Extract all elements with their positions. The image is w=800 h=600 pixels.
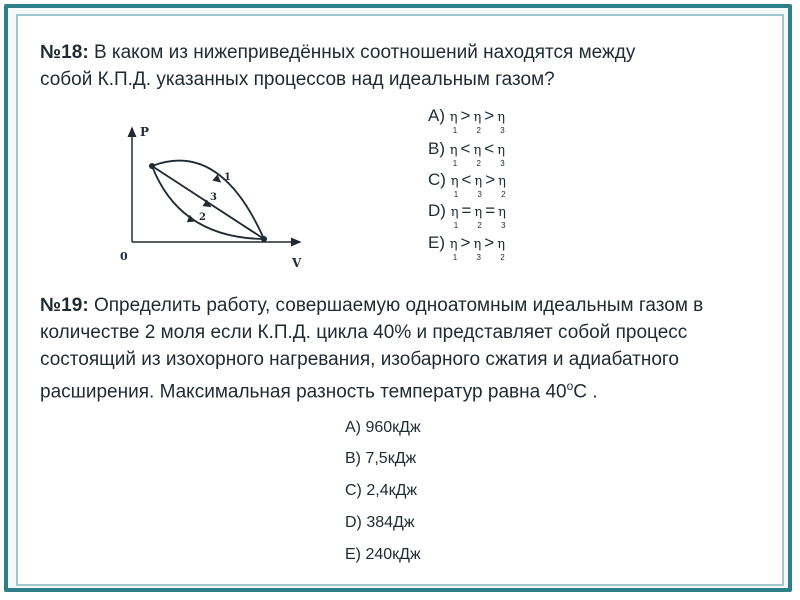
answer-letter: A) bbox=[345, 419, 361, 436]
q19-answer-e[interactable] bbox=[345, 545, 421, 565]
curve-label-1: 1 bbox=[224, 172, 231, 183]
operator: > bbox=[460, 233, 471, 252]
answer-value: 240кДж bbox=[365, 546, 421, 563]
question-18-text bbox=[40, 39, 680, 93]
eta-symbol: η 2 bbox=[474, 205, 483, 230]
operator: > bbox=[460, 106, 471, 125]
eta-symbol: η 3 bbox=[473, 237, 482, 262]
question-18-body: В каком из нижеприведённых соотношений находятся между собой К.П.Д. указанных процессов над идеальным газом? bbox=[40, 42, 636, 90]
answer-value: 7,5кДж bbox=[365, 450, 417, 467]
answer-letter: E) bbox=[345, 546, 361, 563]
eta-symbol: η 2 bbox=[498, 174, 506, 199]
eta-symbol: η 1 bbox=[450, 174, 459, 199]
answer-letter: B) bbox=[345, 450, 361, 467]
answer-letter: D) bbox=[428, 201, 446, 220]
operator: > bbox=[485, 170, 496, 189]
eta-symbol: η 3 bbox=[474, 174, 483, 199]
eta-symbol: η 2 bbox=[497, 237, 505, 262]
q18-answer-e[interactable] bbox=[428, 233, 505, 262]
eta-symbol: η 1 bbox=[450, 205, 459, 230]
curve-label-2: 2 bbox=[199, 212, 206, 223]
eta-symbol: η 3 bbox=[497, 143, 505, 168]
q19-answer-d[interactable] bbox=[345, 513, 415, 533]
q18-answer-a[interactable] bbox=[428, 106, 505, 135]
eta-symbol: η 1 bbox=[449, 237, 458, 262]
operator: = bbox=[461, 201, 472, 220]
curve-label-3: 3 bbox=[210, 192, 217, 203]
eta-symbol: η 3 bbox=[497, 110, 505, 135]
operator: > bbox=[484, 106, 495, 125]
operator: < bbox=[484, 139, 495, 158]
question-19-number: №19: bbox=[40, 295, 89, 316]
q18-answer-d[interactable] bbox=[428, 201, 506, 230]
q18-answer-b[interactable] bbox=[428, 139, 505, 168]
eta-symbol: η 2 bbox=[473, 110, 482, 135]
operator: > bbox=[484, 233, 495, 252]
answer-letter: C) bbox=[428, 170, 446, 189]
degree-mark: о bbox=[566, 379, 574, 393]
pv-diagram bbox=[110, 120, 310, 270]
answer-letter: B) bbox=[428, 139, 445, 158]
eta-symbol: η 2 bbox=[473, 143, 482, 168]
answer-letter: A) bbox=[428, 106, 445, 125]
start-point bbox=[149, 163, 155, 169]
eta-symbol: η 3 bbox=[498, 205, 506, 230]
answer-value: 384Дж bbox=[366, 514, 415, 531]
answer-letter: C) bbox=[345, 482, 362, 499]
question-19-end: С . bbox=[573, 381, 598, 403]
operator: < bbox=[461, 170, 472, 189]
operator: = bbox=[485, 201, 496, 220]
operator: < bbox=[460, 139, 471, 158]
q19-answer-a[interactable] bbox=[345, 418, 421, 438]
q18-answer-c[interactable] bbox=[428, 170, 506, 199]
origin-label: 0 bbox=[120, 250, 128, 263]
question-19-text bbox=[40, 292, 770, 405]
end-point bbox=[261, 236, 267, 242]
p-axis-label: P bbox=[140, 125, 150, 139]
q19-answer-b[interactable] bbox=[345, 449, 416, 469]
v-axis-label: V bbox=[292, 256, 302, 270]
question-19-body: Определить работу, совершаемую одноатомным идеальным газом в количестве 2 моля если К.П.Д. цикла 40% и представляет собой процесс состоящий из изохорного нагревания, изобарного сжатия и адиабатного расширения. Максимальная разность температур равна 40 bbox=[40, 295, 704, 403]
q19-answer-c[interactable] bbox=[345, 481, 417, 501]
question-18-number: №18: bbox=[40, 42, 89, 63]
answer-letter: E) bbox=[428, 233, 445, 252]
eta-symbol: η 1 bbox=[449, 110, 458, 135]
answer-letter: D) bbox=[345, 514, 362, 531]
answer-value: 960кДж bbox=[365, 419, 421, 436]
eta-symbol: η 1 bbox=[449, 143, 458, 168]
answer-value: 2,4кДж bbox=[366, 482, 418, 499]
